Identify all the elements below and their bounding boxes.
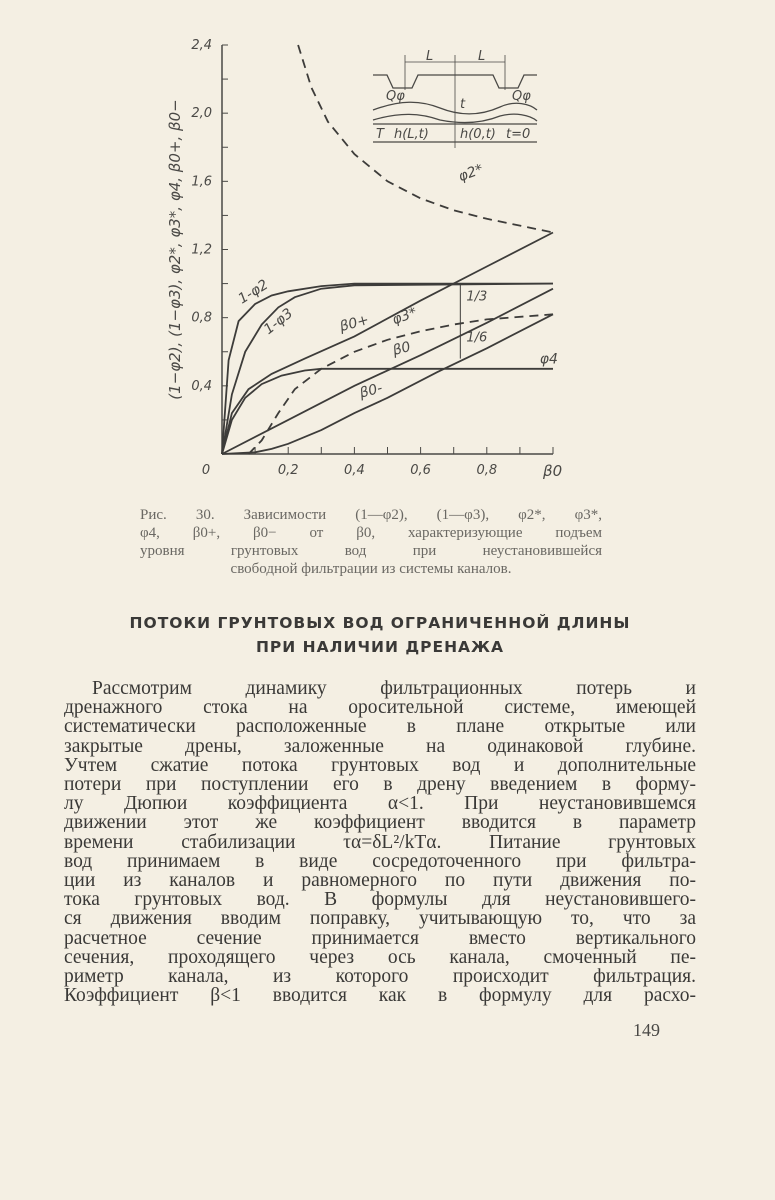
inset-label: T — [376, 127, 384, 142]
y-tick-label: 0,8 — [191, 310, 212, 326]
x-tick-label: 0 — [201, 463, 211, 478]
figure-30-chart — [0, 0, 775, 490]
y-tick-label: 2,0 — [191, 106, 212, 122]
body-line: систематически расположенные в плане открытые или — [64, 716, 696, 738]
y-tick-label: 1,6 — [191, 174, 212, 190]
body-line: дренажного стока на оросительной системе, имеющей — [64, 697, 696, 719]
inset-labels — [376, 49, 531, 142]
body-line: риметр канала, из которого происходит фильтрация. — [64, 966, 696, 988]
x-axis-label: β0 — [543, 462, 563, 480]
series-β0+ — [222, 233, 553, 455]
body-line: Коэффициент β<1 вводится как в формулу для расхо- — [64, 985, 696, 1007]
body-line: расчетное сечение принимается вместо вертикального — [64, 927, 696, 949]
series-label: β0+ — [338, 312, 371, 336]
inset-label: h(L,t) — [394, 127, 429, 142]
caption-line: Рис. 30. Зависимости (1—φ2), (1—φ3), φ2*, φ3*, — [140, 507, 602, 523]
series-label: β0- — [357, 380, 385, 402]
body-line: тока грунтовых вод. В формулы для неустановившего- — [64, 889, 696, 911]
inset-label: Qφ — [386, 89, 405, 104]
x-tick-label: 0,4 — [344, 463, 365, 478]
page-number: 149 — [633, 1020, 660, 1040]
figure-caption — [140, 506, 602, 578]
x-tick-label: 0,8 — [476, 463, 498, 478]
body-line: Учтем сжатие потока грунтовых вод и дополнительные — [64, 754, 696, 776]
series-label: β0 — [391, 338, 413, 360]
inset-label: L — [478, 49, 486, 64]
annotation-label: 1/3 — [466, 289, 488, 305]
inset-label: t — [460, 97, 466, 112]
caption-line: уровня грунтовых вод при неустановившейся — [140, 543, 602, 559]
y-tick-label: 0,4 — [191, 378, 212, 394]
annotation-label: 1/6 — [466, 330, 488, 346]
series-label: φ4 — [539, 351, 558, 368]
body-text — [64, 679, 696, 1005]
heading-line: ПОТОКИ ГРУНТОВЫХ ВОД ОГРАНИЧЕННОЙ ДЛИНЫ — [129, 614, 631, 632]
body-line: лу Дюпюи коэффициента α<1. При неустановившемся — [64, 793, 696, 815]
series-label: 1-φ2 — [235, 276, 272, 308]
body-line: Рассмотрим динамику фильтрационных потерь и — [92, 678, 696, 699]
caption-line: φ4, β0+, β0− от β0, характеризующие подъем — [140, 525, 602, 541]
body-line: потери при поступлении его в дрену введением в форму- — [64, 774, 696, 796]
y-tick-label: 2,4 — [191, 38, 212, 53]
series-label: φ2* — [456, 161, 486, 186]
y-axis-label: (1−φ2), (1−φ3), φ2*, φ3*, φ4, β0+, β0− — [166, 99, 184, 400]
caption-line: свободной фильтрации из системы каналов. — [230, 561, 512, 577]
inset-label: h(0,t) — [460, 127, 496, 142]
y-tick-label: 1,2 — [191, 242, 212, 258]
x-tick-label: 0,2 — [277, 463, 299, 478]
heading-line: ПРИ НАЛИЧИИ ДРЕНАЖА — [255, 638, 505, 656]
series-label: 1-φ3 — [260, 305, 297, 338]
x-tick-label: 0,6 — [410, 463, 431, 478]
inset-label: t=0 — [506, 127, 531, 142]
body-line: ся движения вводим поправку, учитывающую то, что за — [64, 908, 696, 930]
series-group — [222, 45, 553, 454]
body-line: ции из каналов и равномерного по пути движения по- — [64, 870, 696, 892]
body-line: времени стабилизации τα=δL²/kTα. Питание грунтовых — [64, 831, 696, 853]
body-line: сечения, проходящего через ось канала, смоченный пе- — [64, 946, 696, 968]
body-line: вод принимаем в виде сосредоточенного при фильтра- — [64, 850, 696, 872]
body-line: закрытые дрены, заложенные на одинаковой глубине. — [64, 735, 696, 757]
series-label: φ3* — [390, 304, 420, 329]
inset-label: L — [426, 49, 434, 64]
section-heading — [70, 611, 690, 659]
inset-label: Qφ — [512, 89, 531, 104]
series-φ4 — [222, 369, 553, 454]
body-line: движении этот же коэффициент вводится в параметр — [64, 812, 696, 834]
series-φ3* — [249, 314, 554, 454]
